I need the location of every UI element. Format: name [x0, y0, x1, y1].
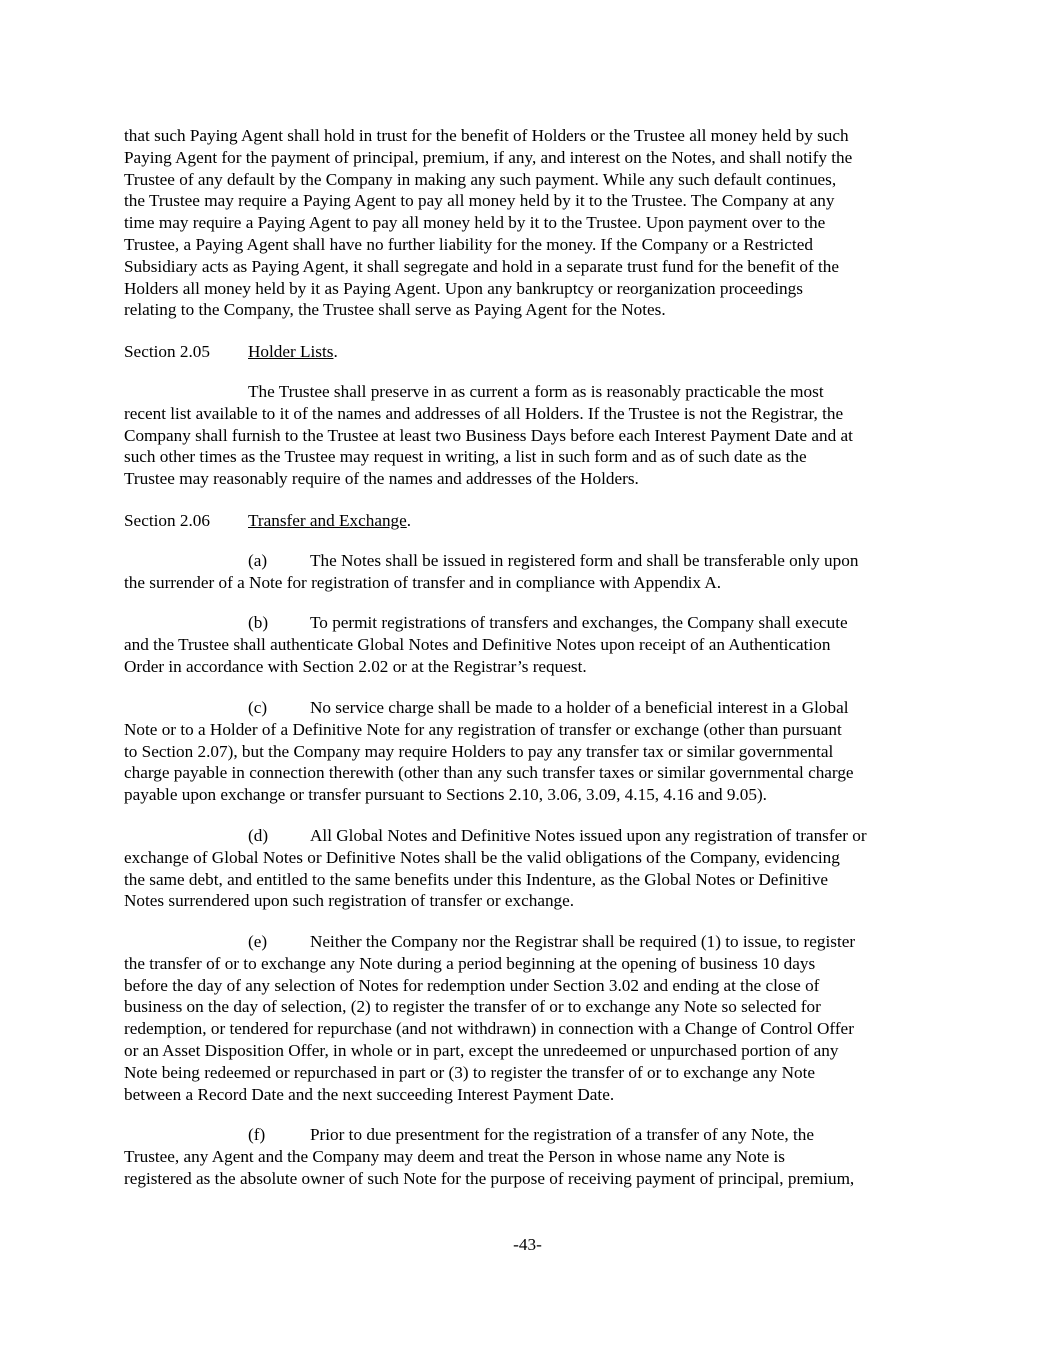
text-line: such other times as the Trustee may request in writing, a list in such form and as of such date as the — [124, 447, 807, 467]
text-line: redemption, or tendered for repurchase (and not withdrawn) in connection with a Change of Control Offer — [124, 1019, 854, 1039]
text-line: time may require a Paying Agent to pay all money held by it to the Trustee. Upon payment over to the — [124, 213, 826, 233]
text-line: before the day of any selection of Notes for redemption under Section 3.02 and ending at the close of — [124, 975, 820, 995]
text-line: charge payable in connection therewith (other than any such transfer taxes or similar governmental charge — [124, 763, 854, 783]
text-line: Note or to a Holder of a Definitive Note for any registration of transfer or exchange (other than pursuant — [124, 719, 842, 739]
text-line — [124, 1124, 932, 1146]
section-title: Holder Lists — [248, 342, 334, 361]
paragraph-f — [124, 1124, 932, 1189]
text-line-content: Prior to due presentment for the registration of a transfer of any Note, the — [310, 1125, 815, 1144]
text-line: Paying Agent for the payment of principal, premium, if any, and interest on the Notes, and shall notify the — [124, 147, 853, 167]
text-line: Company shall furnish to the Trustee at least two Business Days before each Interest Payment Date and at — [124, 425, 853, 445]
text-line: that such Paying Agent shall hold in trust for the benefit of Holders or the Trustee all money held by such — [124, 126, 849, 145]
clause-label: (a) — [248, 551, 268, 570]
section-heading-2-06 — [124, 510, 411, 532]
text-line — [124, 612, 932, 634]
clause-label: (b) — [248, 613, 269, 632]
text-line: recent list available to it of the names and addresses of all Holders. If the Trustee is not the Registrar, the — [124, 403, 844, 423]
text-line-content: Neither the Company nor the Registrar shall be required (1) to issue, to register — [310, 932, 856, 951]
text-line: Trustee of any default by the Company in making any such payment. While any such default continues, — [124, 169, 837, 189]
text-line: the same debt, and entitled to the same benefits under this Indenture, as the Global Notes or Definitive — [124, 869, 829, 889]
section-number: Section 2.06 — [124, 511, 210, 530]
paragraph-e — [124, 931, 932, 1105]
paragraph-paying-agent — [124, 125, 932, 321]
text-line: Note being redeemed or repurchased in part or (3) to register the transfer of or to exchange any Note — [124, 1062, 816, 1082]
paragraph-b — [124, 612, 932, 677]
text-line: Order in accordance with Section 2.02 or at the Registrar’s request. — [124, 656, 587, 676]
text-line: exchange of Global Notes or Definitive Notes shall be the valid obligations of the Company, evidencing — [124, 847, 840, 867]
text-line: the surrender of a Note for registration of transfer and in compliance with Appendix A. — [124, 572, 722, 592]
clause-label: (e) — [248, 932, 268, 951]
section-title-period: . — [333, 342, 338, 361]
text-line — [124, 550, 932, 572]
text-line: Holders all money held by it as Paying Agent. Upon any bankruptcy or reorganization proceedings — [124, 278, 803, 298]
text-line — [124, 931, 932, 953]
text-line — [124, 381, 932, 403]
section-number: Section 2.05 — [124, 342, 210, 361]
text-line: and the Trustee shall authenticate Global Notes and Definitive Notes upon receipt of an Authentication — [124, 634, 831, 654]
text-line: the Trustee may require a Paying Agent to pay all money held by it to the Trustee. The Company at any — [124, 191, 835, 211]
text-line: payable upon exchange or transfer pursuant to Sections 2.10, 3.06, 3.09, 4.15, 4.16 and 9.05). — [124, 785, 767, 805]
text-line: or an Asset Disposition Offer, in whole or in part, except the unredeemed or unpurchased portion of any — [124, 1040, 839, 1060]
text-line — [124, 825, 932, 847]
section-title-period: . — [406, 511, 412, 530]
clause-label: (c) — [248, 698, 268, 717]
text-line: business on the day of selection, (2) to register the transfer of or to exchange any Note so selected for — [124, 997, 821, 1017]
section-heading-2-05 — [124, 341, 338, 363]
text-line: Trustee may reasonably require of the names and addresses of the Holders. — [124, 469, 639, 489]
text-line — [124, 697, 932, 719]
section-title: Transfer and Exchange — [248, 511, 407, 530]
paragraph-d — [124, 825, 932, 912]
text-line: registered as the absolute owner of such Note for the purpose of receiving payment of principal, premium, — [124, 1168, 855, 1188]
text-line: Notes surrendered upon such registration of transfer or exchange. — [124, 891, 575, 911]
text-line: the transfer of or to exchange any Note during a period beginning at the opening of business 10 days — [124, 953, 816, 973]
text-line: relating to the Company, the Trustee shall serve as Paying Agent for the Notes. — [124, 300, 666, 320]
paragraph-a — [124, 550, 932, 594]
text-line: between a Record Date and the next succeeding Interest Payment Date. — [124, 1084, 615, 1104]
paragraph-holder-lists — [124, 381, 932, 490]
text-line: to Section 2.07), but the Company may require Holders to pay any transfer tax or similar governmental — [124, 741, 834, 761]
text-line-content: The Notes shall be issued in registered form and shall be transferable only upon — [310, 551, 859, 570]
paragraph-c — [124, 697, 932, 806]
clause-label: (d) — [248, 826, 269, 845]
text-line-content: All Global Notes and Definitive Notes issued upon any registration of transfer or — [310, 826, 867, 845]
text-line-content: The Trustee shall preserve in as current a form as is reasonably practicable the most — [248, 382, 824, 401]
text-line: Subsidiary acts as Paying Agent, it shall segregate and hold in a separate trust fund for the benefit of the — [124, 256, 840, 276]
page-number: -43- — [513, 1235, 542, 1254]
text-line-content: No service charge shall be made to a holder of a beneficial interest in a Global — [310, 698, 849, 717]
clause-label: (f) — [248, 1125, 266, 1144]
text-line: Trustee, a Paying Agent shall have no further liability for the money. If the Company or a Restricted — [124, 234, 813, 254]
text-line-content: To permit registrations of transfers and exchanges, the Company shall execute — [310, 613, 848, 632]
text-line: Trustee, any Agent and the Company may deem and treat the Person in whose name any Note is — [124, 1146, 785, 1166]
